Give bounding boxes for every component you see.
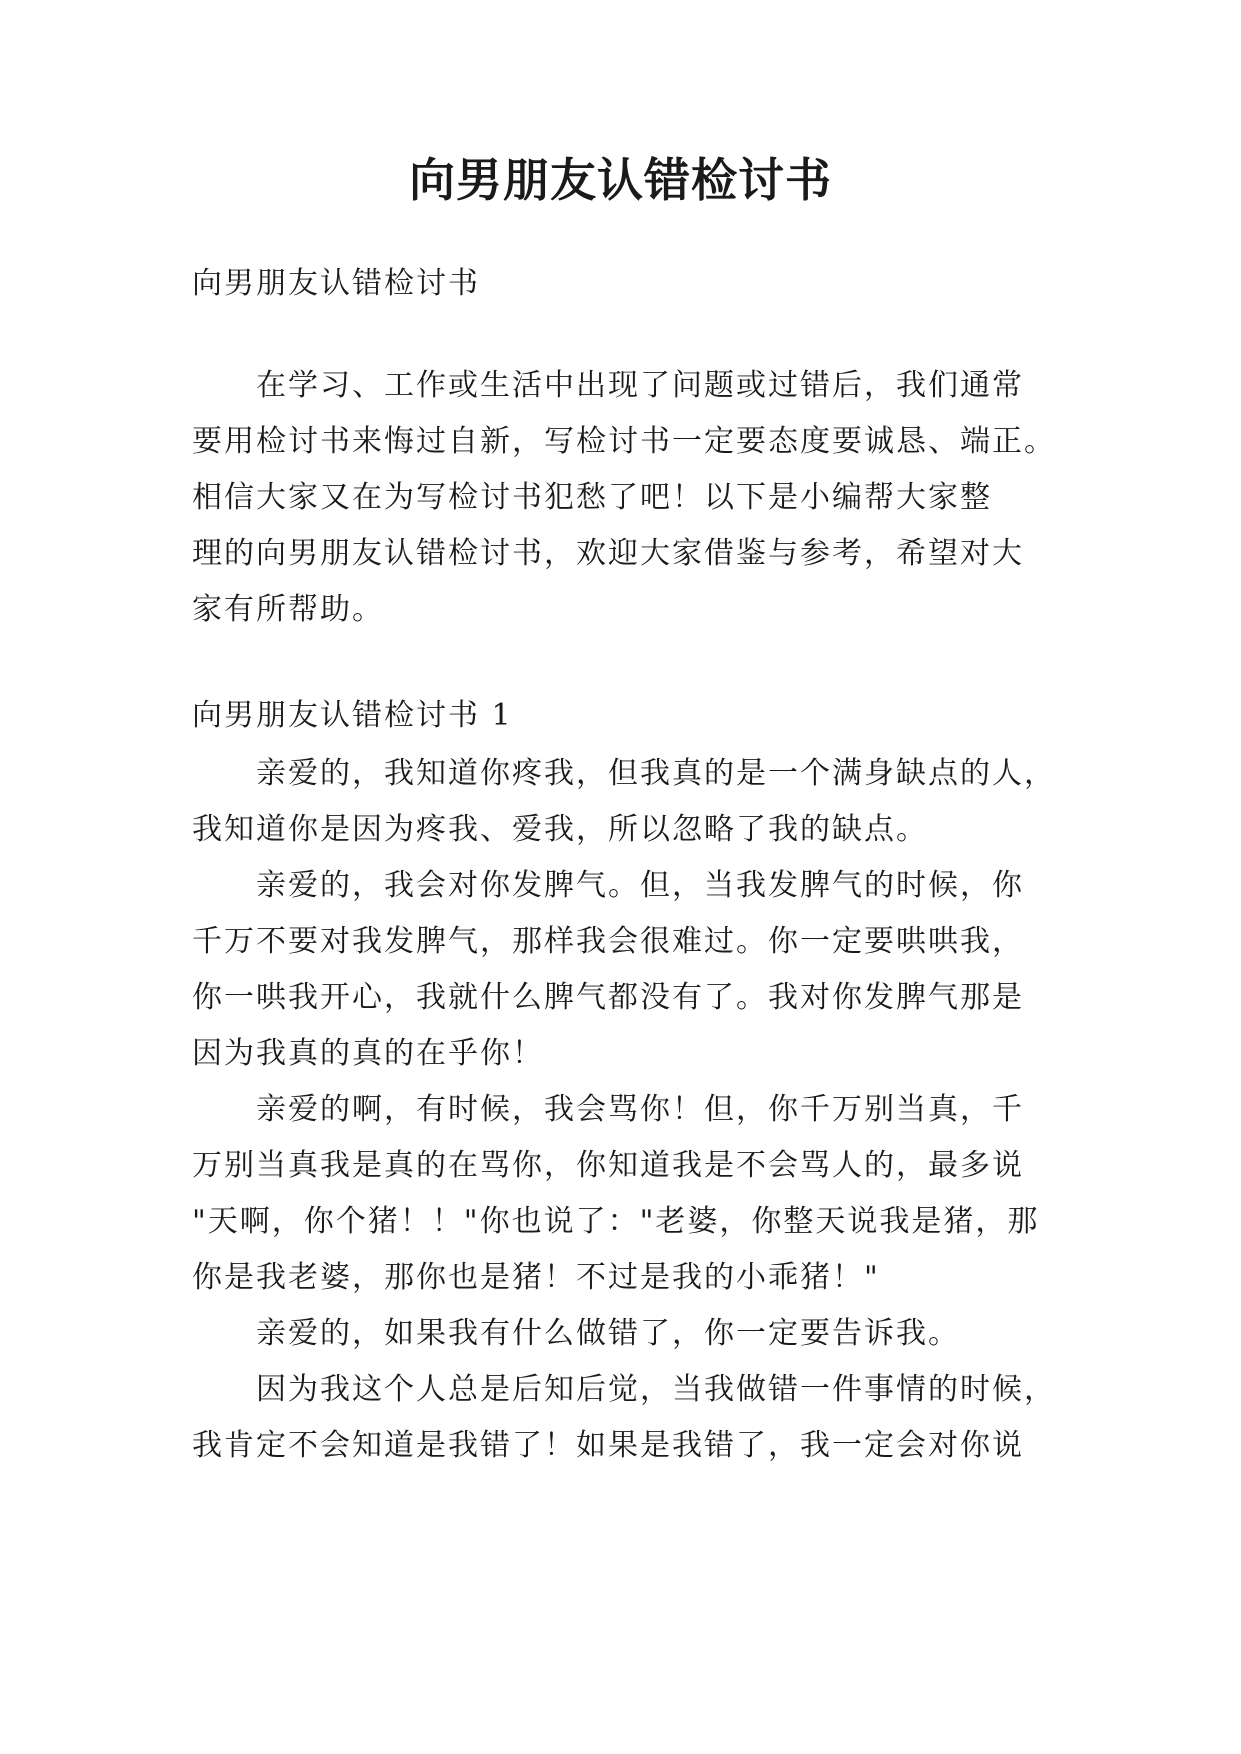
body-line: 亲爱的，我知道你疼我，但我真的是一个满身缺点的人， [192, 756, 1056, 791]
body-line: 因为我这个人总是后知后觉，当我做错一件事情的时候， [192, 1372, 1056, 1407]
body-line: 我知道你是因为疼我、爱我，所以忽略了我的缺点。 [192, 812, 928, 847]
body-line: 万别当真我是真的在骂你，你知道我是不会骂人的，最多说 [192, 1148, 1024, 1183]
body-line: 亲爱的，如果我有什么做错了，你一定要告诉我。 [192, 1316, 960, 1351]
intro-line: 在学习、工作或生活中出现了问题或过错后，我们通常 [192, 368, 1024, 403]
body-line: 你是我老婆，那你也是猪！不过是我的小乖猪！" [192, 1260, 880, 1295]
body-line: 千万不要对我发脾气，那样我会很难过。你一定要哄哄我， [192, 924, 1024, 959]
body-line: 因为我真的真的在乎你！ [192, 1036, 544, 1071]
intro-line: 要用检讨书来悔过自新，写检讨书一定要态度要诚恳、端正。 [192, 424, 1056, 459]
document-subtitle: 向男朋友认错检讨书 [192, 266, 480, 301]
intro-line: 相信大家又在为写检讨书犯愁了吧！以下是小编帮大家整 [192, 480, 992, 515]
body-line: "天啊，你个猪！！"你也说了："老婆，你整天说我是猪，那 [192, 1204, 1040, 1239]
body-line: 亲爱的，我会对你发脾气。但，当我发脾气的时候，你 [192, 868, 1024, 903]
intro-line: 理的向男朋友认错检讨书，欢迎大家借鉴与参考，希望对大 [192, 536, 1024, 571]
body-line: 亲爱的啊，有时候，我会骂你！但，你千万别当真，千 [192, 1092, 1024, 1127]
body-line: 你一哄我开心，我就什么脾气都没有了。我对你发脾气那是 [192, 980, 1024, 1015]
intro-line: 家有所帮助。 [192, 592, 384, 627]
document-title: 向男朋友认错检讨书 [409, 153, 832, 207]
body-line: 我肯定不会知道是我错了！如果是我错了，我一定会对你说 [192, 1428, 1024, 1463]
section-heading: 向男朋友认错检讨书 1 [192, 698, 513, 733]
